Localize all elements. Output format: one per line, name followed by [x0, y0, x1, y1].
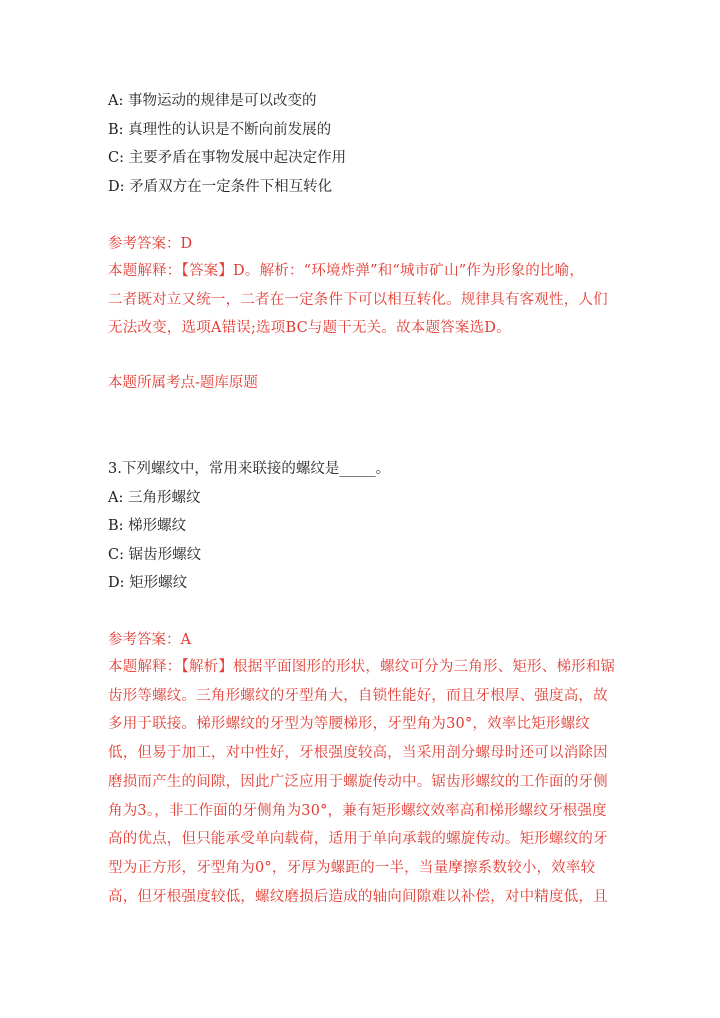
- q3-option-b: [108, 516, 186, 536]
- q2-explanation-line-2: 二者既对立又统一，二者在一定条件下可以相互转化。规律具有客观性，人们: [108, 291, 608, 308]
- q2-explanation: [108, 257, 612, 343]
- q3-explanation-line-5: 磨损而产生的间隙，因此广泛应用于螺旋传动中。锯齿形螺纹的工作面的牙侧: [108, 773, 608, 790]
- q2-option-c-text: 主要矛盾在事物发展中起决定作用: [128, 150, 347, 166]
- q2-option-d: [108, 177, 332, 197]
- q3-option-d: [108, 573, 187, 593]
- q2-category: 本题所属考点-题库原题: [108, 375, 258, 391]
- q3-option-c-letter: C:: [108, 547, 124, 563]
- q3-option-b-text: 梯形螺纹: [128, 518, 187, 534]
- q3-answer-label: 参考答案：A: [108, 632, 191, 648]
- q3-explanation: [108, 653, 616, 911]
- q3-explanation-line-9: 高，但牙根强度较低，螺纹磨损后造成的轴向间隙难以补偿，对中精度低，且: [108, 888, 608, 905]
- q3-explanation-line-4: 低，但易于加工，对中性好，牙根强度较高，当采用剖分螺母时还可以消除因: [108, 745, 608, 762]
- q2-option-d-text: 矛盾双方在一定条件下相互转化: [129, 179, 333, 195]
- q2-option-c-letter: C:: [108, 150, 124, 166]
- q2-option-a-letter: A:: [108, 93, 124, 109]
- q2-option-c: [108, 148, 346, 168]
- q3-option-d-letter: D:: [108, 575, 125, 591]
- q3-explanation-line-1: 本题解释：【解析】根据平面图形的形状，螺纹可分为三角形、矩形、梯形和锯: [108, 659, 616, 675]
- q2-answer-label: 参考答案：D: [108, 236, 193, 252]
- q3-explanation-line-8: 型为正方形，牙型角为0°，牙厚为螺距的一半，当量摩擦系数较小，效率较: [108, 859, 596, 876]
- q2-option-b: [108, 120, 331, 140]
- q2-option-a-text: 事物运动的规律是可以改变的: [127, 93, 317, 109]
- q3-explanation-line-2: 齿形等螺纹。三角形螺纹的牙型角大，自锁性能好，而且牙根厚、强度高，故: [108, 687, 608, 704]
- q2-option-b-letter: B:: [108, 122, 124, 138]
- q3-explanation-line-7: 高的优点，但只能承受单向载荷，适用于单向承载的螺旋传动。矩形螺纹的牙: [108, 831, 608, 848]
- q3-option-b-letter: B:: [108, 518, 124, 534]
- q3-option-d-text: 矩形螺纹: [129, 575, 188, 591]
- q2-explanation-line-3: 无法改变，选项A错误;选项BC与题干无关。故本题答案选D。: [108, 320, 511, 337]
- q2-explanation-line-1: 本题解释：【答案】D。解析：“环境炸弹”和“城市矿山”作为形象的比喻，: [108, 263, 585, 279]
- q3-option-c-text: 锯齿形螺纹: [128, 547, 202, 563]
- q3-option-a-letter: A:: [108, 490, 124, 506]
- q2-option-d-letter: D:: [108, 179, 125, 195]
- q2-option-a: [108, 91, 316, 111]
- q3-stem: 3.下列螺纹中，常用来联接的螺纹是_____。: [108, 461, 391, 477]
- q3-option-a: [108, 488, 200, 508]
- q2-option-b-text: 真理性的认识是不断向前发展的: [128, 122, 332, 138]
- q3-explanation-line-6: 角为3。，非工作面的牙侧角为30°，兼有矩形螺纹效率高和梯形螺纹牙根强度: [108, 802, 607, 819]
- q3-explanation-line-3: 多用于联接。梯形螺纹的牙型为等腰梯形，牙型角为30°，效率比矩形螺纹: [108, 716, 590, 733]
- q3-option-a-text: 三角形螺纹: [127, 490, 201, 506]
- q3-option-c: [108, 545, 201, 565]
